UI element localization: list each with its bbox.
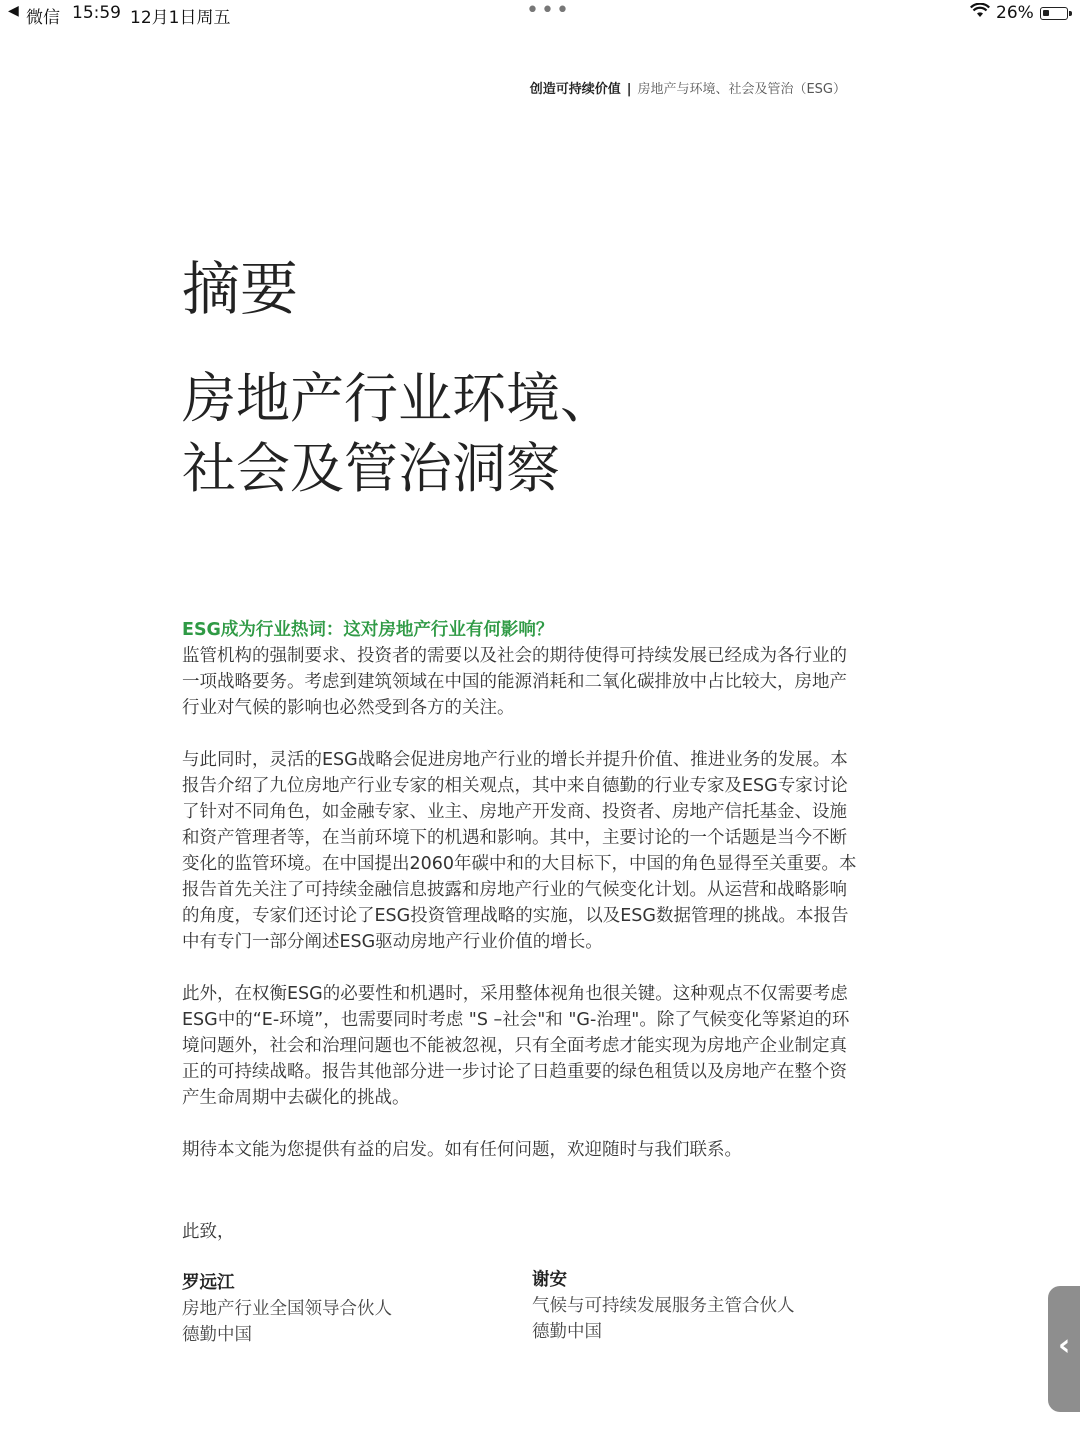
signer-role: 房地产行业全国领导合伙人 [182, 1299, 392, 1319]
signer-org: 德勤中国 [532, 1322, 602, 1342]
subtitle-line-1: 房地产行业环境、 [182, 367, 614, 430]
signer-name: 谢安 [532, 1270, 567, 1290]
page-subtitle [182, 364, 782, 504]
multitask-dots-icon[interactable]: ••• [526, 0, 571, 23]
back-arrow-icon[interactable]: ◀ [8, 3, 19, 19]
paragraph-2: 与此同时，灵活的ESG战略会促进房地产行业的增长并提升价值、推进业务的发展。本报告介绍了九位房地产行业专家的相关观点，其中来自德勤的行业专家及ESG专家讨论了针对不同角色，如金融专家、业主、房地产开发商、投资者、房地产信托基金、设施和资产管理者等，在当前环境下的机遇和影响。其中，主要讨论的一个话题是当今不断变化的监管环境。在中国提出2060年碳中和的大目标下，中国的角色显得至关重要。本报告首先关注了可持续金融信息披露和房地产行业的气候变化计划。从运营和战略影响的角度，专家们还讨论了ESG投资管理战略的实施，以及ESG数据管理的挑战。本报告中有专门一部分阐述ESG驱动房地产行业价值的增长。 [182, 750, 857, 952]
paragraph-1: 监管机构的强制要求、投资者的需要以及社会的期待使得可持续发展已经成为各行业的一项战略要务。考虑到建筑领域在中国的能源消耗和二氧化碳排放中占比较大，房地产行业对气候的影响也必然受到各方的关注。 [182, 646, 847, 718]
chevron-left-icon: ‹ [1058, 1328, 1071, 1363]
status-date: 12月1日周五 [130, 8, 231, 28]
signer-block [182, 1270, 392, 1348]
back-app-label[interactable]: 微信 [26, 8, 60, 28]
wifi-icon [970, 3, 990, 23]
paragraph-4: 期待本文能为您提供有益的启发。如有任何问题，欢迎随时与我们联系。 [182, 1140, 742, 1160]
running-header-subtitle: 房地产与环境、社会及管治（ESG） [637, 82, 846, 97]
page-title: 摘要 [182, 255, 299, 323]
section-question: ESG成为行业热词：这对房地产行业有何影响？ [182, 620, 554, 640]
running-header [530, 78, 846, 97]
paragraph-3: 此外，在权衡ESG的必要性和机遇时，采用整体视角也很关键。这种观点不仅需要考虑ESG中的“E-环境”，也需要同时考虑 "S –社会"和 "G-治理"。除了气候变化等紧迫的环境问题外，社会和治理问题也不能被忽视，只有全面考虑才能实现为房地产企业制定真正的可持续战略。报告其他部分进一步讨论了日趋重要的绿色租赁以及房地产在整个资产生命周期中去碳化的挑战。 [182, 984, 850, 1108]
body-text [182, 617, 862, 1189]
signer-org: 德勤中国 [182, 1325, 252, 1345]
battery-percent: 26% [996, 3, 1034, 23]
side-panel-tab[interactable] [1048, 1286, 1080, 1412]
signer-block [532, 1267, 795, 1345]
signer-role: 气候与可持续发展服务主管合伙人 [532, 1296, 795, 1316]
signer-name: 罗远江 [182, 1273, 235, 1293]
closing-salutation: 此致， [182, 1222, 235, 1242]
battery-icon [1040, 7, 1068, 20]
status-bar [0, 0, 1080, 30]
running-header-separator: | [626, 82, 632, 97]
status-time: 15:59 [72, 3, 121, 23]
battery-tip [1069, 11, 1072, 16]
running-header-section: 创造可持续价值 [529, 82, 621, 97]
subtitle-line-2: 社会及管治洞察 [182, 437, 560, 500]
